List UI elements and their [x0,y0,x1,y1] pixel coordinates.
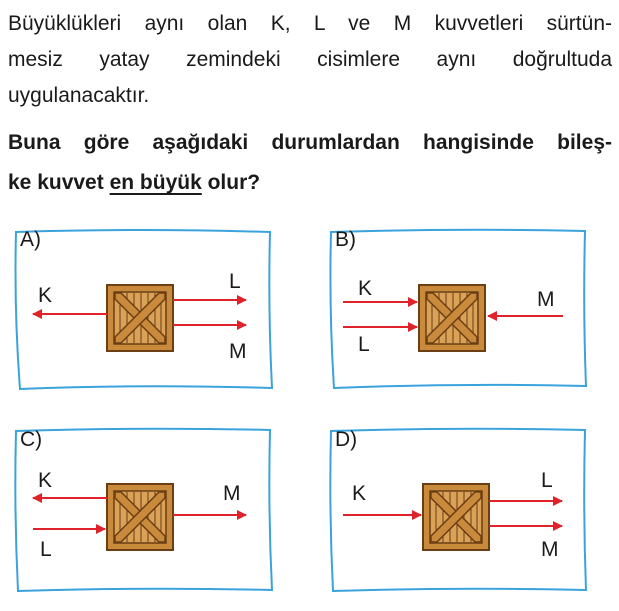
option-b-label-k: K [358,277,373,300]
option-c[interactable] [15,428,272,591]
prompt-pre: ke kuvvet [8,171,110,194]
prompt-underlined: en büyük [109,171,202,194]
option-b-letter: B) [335,228,356,251]
option-c-crate [107,484,173,550]
option-b[interactable] [330,228,586,388]
option-d-label-l: L [541,469,553,492]
option-a-letter: A) [20,228,41,251]
option-d-label-k: K [352,482,367,505]
intro-line-1: Büyüklükleri aynı olan K, L ve M kuvvetleri sürtün- [8,12,612,35]
option-c-label-k: K [38,469,53,492]
option-c-letter: C) [20,428,43,451]
prompt-post: olur? [201,171,261,194]
option-a-label-l: L [229,270,241,293]
option-a-label-k: K [38,284,53,307]
option-c-label-m: M [223,482,241,505]
intro-line-2: mesiz yatay zemindeki cisimlere aynı doğrultuda [8,48,612,71]
option-b-label-m: M [537,288,555,311]
option-d-label-m: M [541,538,559,561]
option-d-crate [423,484,489,550]
option-d[interactable] [330,428,586,591]
option-d-letter: D) [335,428,358,451]
prompt-line-1: Buna göre aşağıdaki durumlardan hangisinde bileş- [8,131,612,154]
option-a-crate [107,285,173,351]
option-b-crate [419,285,485,351]
option-a-label-m: M [229,340,247,363]
option-c-label-l: L [40,538,52,561]
option-b-label-l: L [358,333,370,356]
intro-line-3: uygulanacaktır. [8,84,150,107]
option-a[interactable] [16,228,273,389]
